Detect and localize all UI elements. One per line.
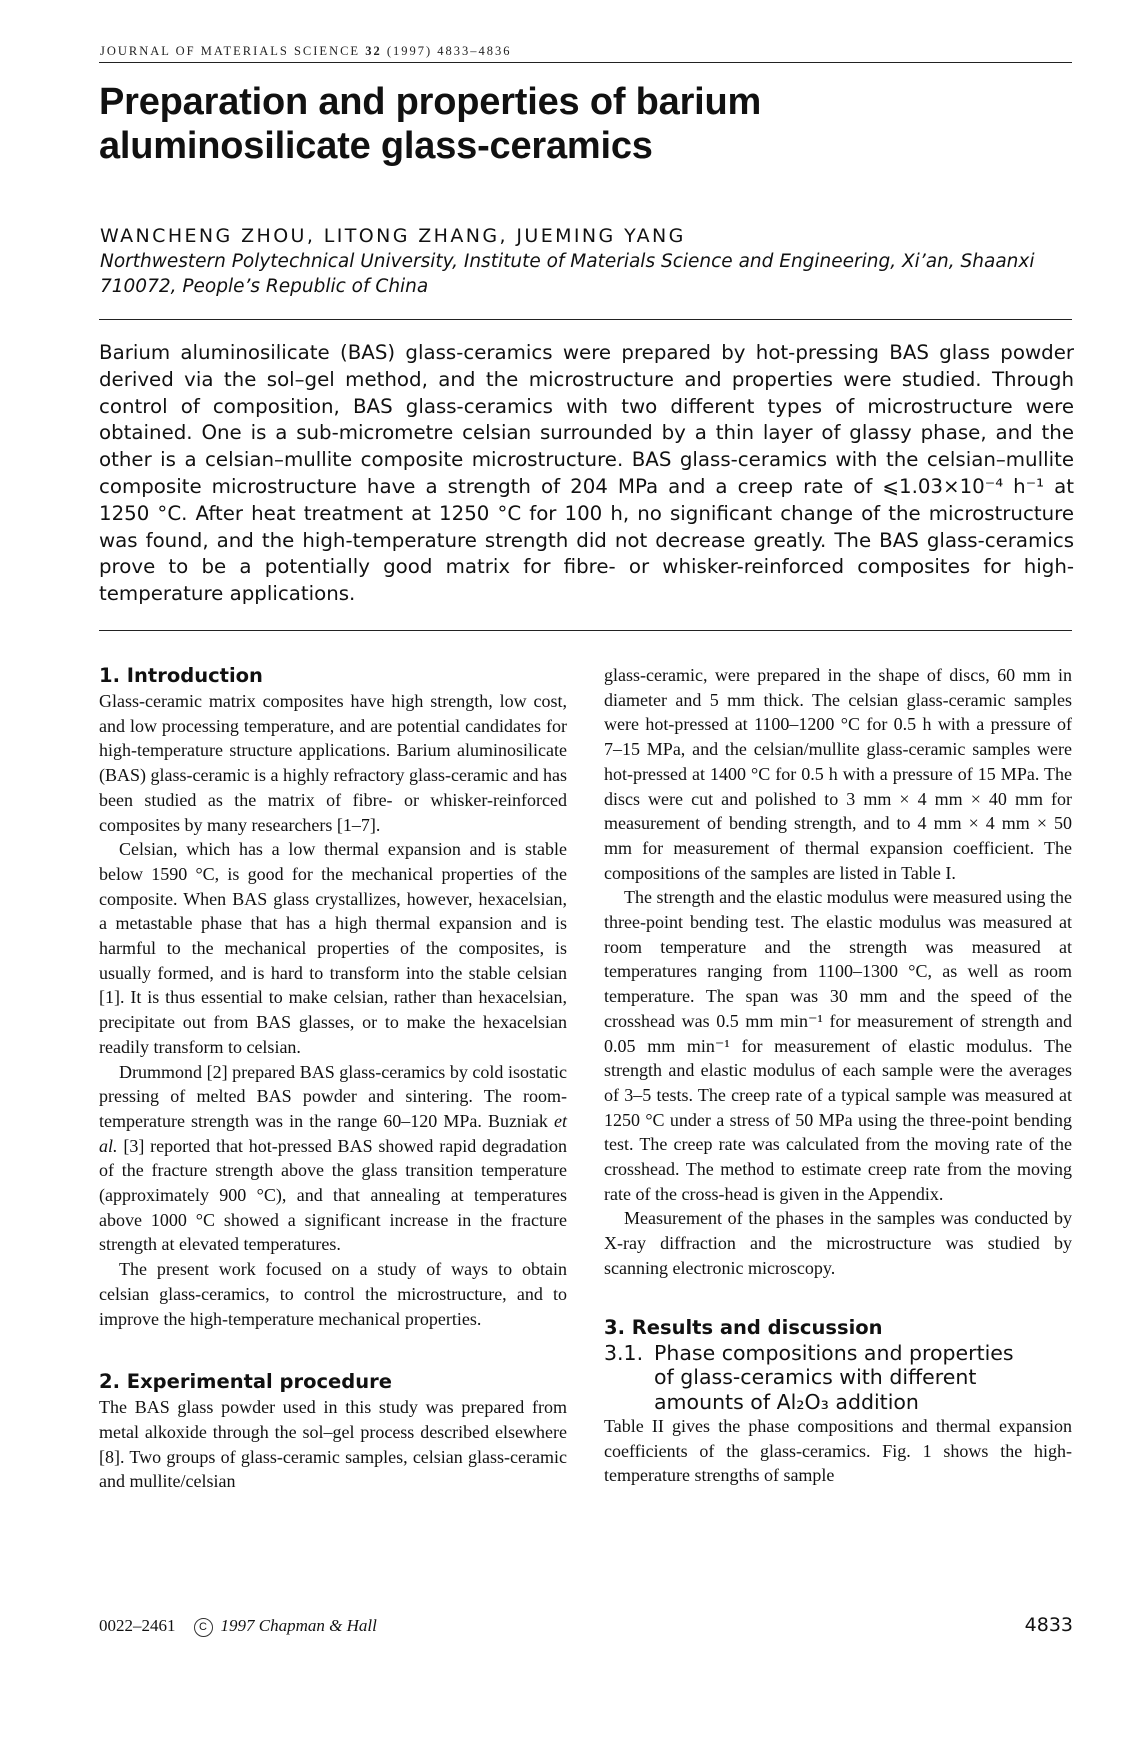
issn: 0022–2461 (99, 1616, 176, 1635)
title-line-2: aluminosilicate glass-ceramics (99, 125, 653, 167)
copyright-icon: C (194, 1618, 213, 1637)
subsection-title-line-2: of glass-ceramics with different (654, 1365, 977, 1390)
section-heading-results: 3. Results and discussion (604, 1315, 883, 1339)
paragraph: The BAS glass powder used in this study was prepared from metal alkoxide through the sol–gel process described elsewhere [8]. Two groups of glass-ceramic samples, celsian glass-ceramic and mullite/celsian (99, 1397, 567, 1492)
subsection-title-line-3: amounts of Al₂O₃ addition (654, 1389, 919, 1414)
publisher: 1997 Chapman & Hall (220, 1616, 377, 1635)
journal-volume: 32 (365, 44, 382, 58)
paragraph: Measurement of the phases in the samples was conducted by X-ray diffraction and the microstructure was studied by scanning electronic microscopy. (604, 1208, 1072, 1278)
subsection-heading-3-1 (604, 1341, 1072, 1415)
journal-header (100, 44, 512, 59)
page-number: 4833 (1024, 1614, 1073, 1636)
abstract: Barium aluminosilicate (BAS) glass-ceramics were prepared by hot-pressing BAS glass powder derived via the sol–gel method, and the microstructure and properties were studied. Through control of composition, BAS glass-ceramics with two different types of microstructure were obtained. One is a sub-micrometre celsian surrounded by a thin layer of glassy phase, and the other is a celsian–mullite composite microstructure. BAS glass-ceramics with the celsian–mullite composite microstructure have a strength of 204 MPa and a creep rate of ⩽1.03×10⁻⁴ h⁻¹ at 1250 °C. After heat treatment at 1250 °C for 100 h, no significant change of the microstructure was found, and the high-temperature strength did not decrease greatly. The BAS glass-ceramics prove to be a potentially good matrix for fibre- or whisker-reinforced composites for high-temperature applications. (99, 341, 1074, 606)
journal-year-pages: (1997) 4833–4836 (386, 44, 512, 58)
authors: WANCHENG ZHOU, LITONG ZHANG, JUEMING YANG (100, 225, 686, 247)
header-rule (99, 62, 1072, 63)
affiliation: Northwestern Polytechnical University, Institute of Materials Science and Engineering, Xi’an, Shaanxi 710072, People’s Republic of China (100, 251, 1035, 297)
abstract-top-rule (99, 319, 1072, 320)
subsection-title-line-1: Phase compositions and properties (654, 1340, 1014, 1365)
paragraph: glass-ceramic, were prepared in the shape of discs, 60 mm in diameter and 5 mm thick. The celsian glass-ceramic samples were hot-pressed at 1100–1200 °C for 0.5 h with a pressure of 7–15 MPa, and the celsian/mullite glass-ceramic samples were hot-pressed at 1400 °C for 0.5 h with a pressure of 15 MPa. The discs were cut and polished to 3 mm × 4 mm × 40 mm for measurement of bending strength, and to 4 mm × 4 mm × 50 mm for measurement of thermal expansion coefficient. The compositions of the samples are listed in Table I. (604, 665, 1072, 883)
subsection-number: 3.1. (604, 1340, 644, 1365)
abstract-bottom-rule (99, 630, 1072, 631)
paragraph: Table II gives the phase compositions and thermal expansion coefficients of the glass-ceramics. Fig. 1 shows the high-temperature strengths of sample (604, 1416, 1072, 1486)
paragraph: The strength and the elastic modulus were measured using the three-point bending test. The elastic modulus was measured at room temperature and the strength was measured at temperatures ranging from 1100–1300 °C, as well as room temperature. The span was 30 mm and the speed of the crosshead was 0.5 mm min⁻¹ for measurement of strength and 0.05 mm min⁻¹ for measurement of elastic modulus. The strength and elastic modulus of each sample were the averages of 3–5 tests. The creep rate of a typical sample was measured at 1250 °C under a stress of 50 MPa using the three-point bending test. The creep rate was calculated from the moving rate of the crosshead. The method to estimate creep rate from the moving rate of the cross-head is given in the Appendix. (604, 887, 1072, 1204)
section-heading-experimental: 2. Experimental procedure (99, 1370, 392, 1394)
right-column (604, 663, 1072, 1488)
footer-left (99, 1616, 377, 1637)
paragraph: Celsian, which has a low thermal expansion and is stable below 1590 °C, is good for the mechanical properties of the composite. When BAS glass crystallizes, however, hexacelsian, a metastable phase that has a high thermal expansion and is harmful to the mechanical properties of the composites, is usually formed, and is hard to transform into the stable celsian [1]. It is thus essential to make celsian, rather than hexacelsian, precipitate out from BAS glasses, or to make the hexacelsian readily transform to celsian. (99, 839, 567, 1057)
journal-name: JOURNAL OF MATERIALS SCIENCE (100, 44, 361, 58)
paragraph: Glass-ceramic matrix composites have high strength, low cost, and low processing temperature, and are potential candidates for high-temperature structure applications. Barium aluminosilicate (BAS) glass-ceramic is a highly refractory glass-ceramic and has been studied as the matrix of fibre- or whisker-reinforced composites by many researchers [1–7]. (99, 691, 567, 835)
paragraph (99, 1060, 567, 1258)
et-al-italic: et al. (99, 1110, 567, 1156)
article-title (99, 80, 999, 168)
paragraph-text: Drummond [2] prepared BAS glass-ceramics by cold isostatic pressing of melted BAS powder and sintering. The room-temperature strength was in the range 60–120 MPa. Buzniak (99, 1061, 567, 1131)
section-heading-introduction: 1. Introduction (99, 664, 263, 687)
paragraph: The present work focused on a study of ways to obtain celsian glass-ceramics, to control the microstructure, and to improve the high-temperature mechanical properties. (99, 1259, 567, 1329)
title-line-1: Preparation and properties of barium (99, 81, 762, 123)
left-column (99, 663, 567, 1494)
paragraph-text: [3] reported that hot-pressed BAS showed rapid degradation of the fracture strength above the glass transition temperature (approximately 900 °C), and that annealing at temperatures above 1000 °C showed a significant increase in the fracture strength at elevated temperatures. (99, 1135, 567, 1255)
